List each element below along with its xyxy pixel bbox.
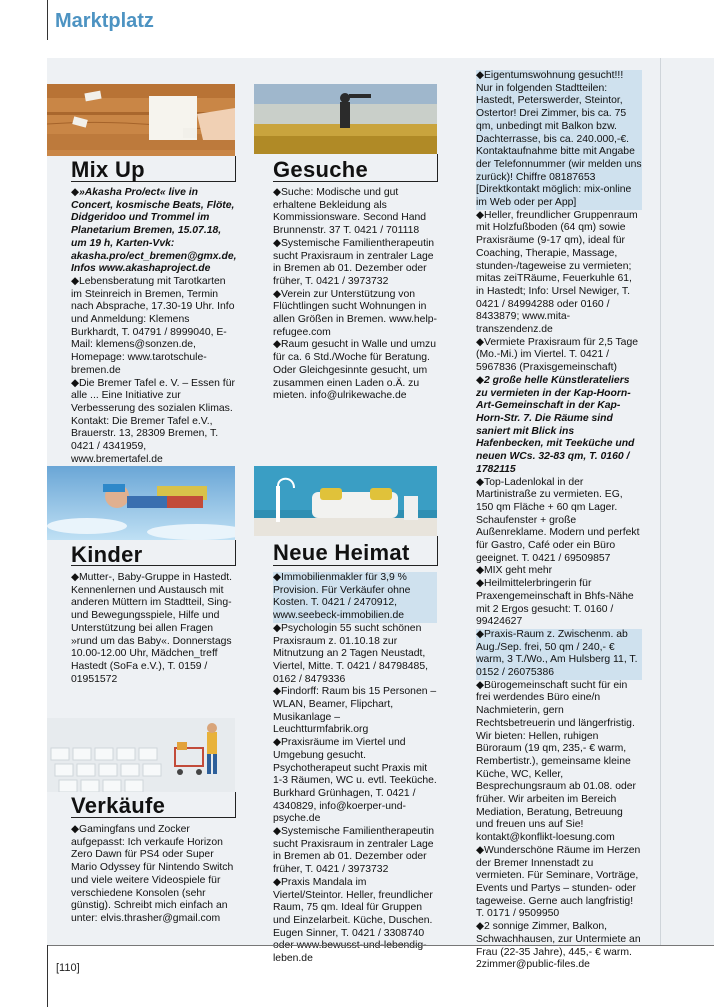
list-item [476, 565, 642, 578]
list-item-text: Heller, freundlicher Gruppenraum mit Holzfußboden (64 qm) sowie Praxisräume (9-17 qm), ideal für Coaching, Therapie, Massage, stunden-/tageweise zu vermieten; mitas zeiTRäume, Feuerkuhle 61, in Hastedt; Info: Ursel Newiger, T. 0421 / 84994288 oder 0160 / 8433879; www.mita-transzendenz.de [476, 209, 638, 336]
kinder-column [71, 572, 235, 686]
list-item [273, 339, 437, 403]
bullet-icon: ◆ [273, 826, 281, 838]
column-rule [660, 58, 661, 945]
gesuche-title-vrule [437, 154, 438, 182]
bullet-icon: ◆ [273, 288, 281, 300]
list-item-text: Praxisräume im Viertel und Umgebung gesucht. Psychotherapeut sucht Praxis mit 1-3 Räumen, WC u. evtl. Teeküche. Burkhard Grünhagen, T. 0421 / 4340829, info@koerper-und-psyche.de [273, 737, 437, 825]
list-item [476, 337, 642, 375]
shopping-cart-keyboard-illustration [47, 718, 235, 792]
bullet-icon: ◆ [71, 572, 79, 583]
bullet-icon: ◆ [476, 209, 484, 221]
bullet-icon: ◆ [273, 622, 281, 634]
bullet-icon: ◆ [273, 737, 281, 749]
footer-rule [47, 945, 48, 1007]
bullet-icon: ◆ [273, 237, 281, 249]
verkaeufe-column [71, 824, 235, 926]
bottom-rule [47, 945, 714, 946]
list-item-text: Praxis-Raum z. Zwischenm. ab Aug./Sep. frei, 50 qm / 240,- € warm, 3 T./Wo., Am Hulsberg 11, T. 0152 / 26075386 [476, 628, 638, 679]
list-item-text: Raum gesucht in Walle und umzu für ca. 6 Std./Woche für Beratung. Oder Gleichgesinnte gesucht, um zusammen einen Laden o.Ä. zu mieten. info@ulrikewache.de [273, 339, 436, 402]
bullet-icon: ◆ [273, 572, 281, 583]
bullet-icon: ◆ [476, 336, 484, 348]
list-item-text: Wunderschöne Räume im Herzen der Bremer Innenstadt zu vermieten. Für Seminare, Vorträge, Events und Partys – stunden- oder tageweise. Gerne auch langfristig! T. 0171 / 9509950 [476, 844, 641, 920]
list-item [71, 572, 235, 686]
neueheimat-title-vrule [437, 536, 438, 566]
flying-child-illustration [47, 466, 235, 540]
list-item [476, 629, 642, 680]
bullet-icon: ◆ [273, 339, 281, 351]
list-item [71, 276, 235, 378]
bullet-icon: ◆ [71, 824, 79, 835]
list-item-text: Vermiete Praxisraum für 2,5 Tage (Mo.-Mi.) im Viertel. T. 0421 / 5967836 (Praxisgemeinschaft) [476, 336, 639, 374]
neueheimat-image [254, 466, 437, 536]
list-item-text: 2 sonnige Zimmer, Balkon, Schwachhausen, zur Untermiete an Frau (22-35 Jahre), 445,- € warm. 2zimmer@public-files.de [476, 921, 641, 971]
list-item-text: Die Bremer Tafel e. V. – Essen für alle ... Eine Initiative zur Verbesserung des sozialen Klimas. Kontakt: Die Bremer Tafel e.V., Brauerstr. 13, 28309 Bremen, T. 0421 / 4341959, www.bremertafel.de [71, 377, 235, 465]
list-item [273, 623, 437, 687]
gesuche-title: Gesuche [273, 157, 369, 182]
list-item [476, 578, 642, 629]
kinder-image [47, 466, 235, 540]
list-item-text: Systemische Familientherapeutin sucht Praxisraum in zentraler Lage in Bremen ab 01. Dezember oder früher, T. 0421 / 3973732 [273, 826, 435, 876]
list-item-text: Top-Ladenlokal in der Martinistraße zu vermieten. EG, 150 qm Fläche + 60 qm Lager. Schaufenster + große Außenreklame. Modern und perfekt für Gastro, Café oder ein Büro geeignet. T. 0421 / 69509857 [476, 476, 640, 564]
list-item-text: Eigentumswohnung gesucht!!! Nur in folgenden Stadtteilen: Hastedt, Peterswerder, Steintor, Ostertor! Drei Zimmer, bis ca. 75 qm, unbedingt mit Balkon bzw. Dachterrasse, bis ca. 240.000,-€. Kontaktaufnahme bitte mit Angabe der Telefonnummer (wir melden uns zurück)! Chiffre 08187653 [Direktkontakt möglich: mix-online im Web oder per App] [476, 70, 642, 209]
page-number: [110] [56, 962, 80, 974]
list-item-text: Suche: Modische und gut erhaltene Bekleidung als Kommissionsware. Second Hand Brunnenstr. 37 T. 0421 / 701118 [273, 187, 427, 237]
list-item-text: Lebensberatung mit Tarotkarten im Steinreich in Bremen, Termin nach Absprache, 17.30-19 Uhr. Info und Anmeldung: Klemens Burkhardt, T. 04791 / 8999040, E-Mail: klemens@sonzen.de, Homepage: www.tarotschule-bremen.de [71, 275, 235, 376]
bullet-icon: ◆ [476, 679, 484, 691]
list-item [71, 187, 235, 276]
list-item [476, 845, 642, 921]
list-item [273, 289, 437, 340]
gesuche-column [273, 187, 437, 403]
list-item [71, 824, 235, 926]
living-room-illustration [254, 466, 437, 536]
list-item-text: MIX geht mehr [484, 565, 553, 577]
verkaeufe-title-vrule [235, 792, 236, 818]
wood-note-illustration [47, 84, 235, 156]
list-item-text: »Akasha Pro/ect« live in Concert, kosmische Beats, Flöte, Didgeridoo und Trommel im Planetarium Bremen, 15.07.18, um 19 h, Karten-Vvk: akasha.pro/ect_bremen@gmx.de, Infos www.akashaproject.de [71, 187, 237, 275]
list-item [476, 921, 642, 972]
bullet-icon: ◆ [476, 921, 484, 933]
list-item-text: 2 große helle Künstlerateliers zu vermieten in der Kap-Hoorn-Art-Gemeinschaft in der Kap-Horn-Str. 7. Die Räume sind saniert mit Blick ins Hafenbecken, mit Teeküche und neuen WCs. 32-83 qm, T. 0160 / 1782115 [476, 374, 635, 475]
list-item [273, 572, 437, 623]
kinder-title-vrule [235, 540, 236, 566]
bullet-icon: ◆ [71, 187, 79, 198]
list-item-text: Mutter-, Baby-Gruppe in Hastedt. Kennenlernen und Austausch mit anderen Müttern im Stadtteil, Sing- und Bewegungsspiele, Hilfe und Unterstützung bei allen Fragen »rund um das Baby«. Donnerstags 10.00-12.00 Uhr, Mädchen_treff Hastedt (SoFa e.V.), T. 0159 / 01951572 [71, 572, 233, 685]
verkaeufe-image [47, 718, 235, 792]
list-item-text: Gamingfans und Zocker aufgepasst: Ich verkaufe Horizon Zero Dawn für PS4 oder Super Mario Odyssey für Nintendo Switch und viele weitere Videospiele für verschiedene Konsolen (sehr günstig). Schreibt mich einfach an unter: elvis.thrasher@gmail.com [71, 824, 234, 924]
list-item [476, 210, 642, 337]
list-item-text: Heilmittelerbringerin für Praxengemeinschaft in Bhfs-Nähe mit 2 Ergos gesucht: T. 0160 / 99424627 [476, 578, 634, 628]
bullet-icon: ◆ [476, 476, 484, 488]
bullet-icon: ◆ [476, 374, 484, 386]
list-item-text: Immobilienmakler für 3,9 % Provision. Für Verkäufer ohne Kosten. T. 0421 / 2470912, www.seebeck-immobilien.de [273, 572, 411, 622]
right-column [476, 70, 642, 972]
bullet-icon: ◆ [476, 578, 484, 590]
list-item [71, 378, 235, 467]
list-item-text: Psychologin 55 sucht schönen Praxisraum z. 01.10.18 zur Mitnutzung an 2 Tagen Neustadt, Viertel, Mitte. T. 0421 / 84798485, 0162 / 8479336 [273, 622, 429, 685]
kinder-title: Kinder [71, 542, 143, 567]
mixup-title-vrule [235, 156, 236, 182]
list-item [476, 477, 642, 566]
neueheimat-column [273, 572, 437, 966]
mixup-image [47, 84, 235, 156]
list-item [273, 737, 437, 826]
list-item [273, 238, 437, 289]
list-item-text: Verein zur Unterstützung von Flüchtlingen sucht Wohnungen in allen Größen in Bremen. www.help-refugee.com [273, 288, 438, 338]
bullet-icon: ◆ [273, 876, 281, 888]
list-item [273, 187, 437, 238]
bullet-icon: ◆ [71, 377, 79, 389]
neueheimat-title: Neue Heimat [273, 540, 410, 565]
page-title: Marktplatz [55, 10, 154, 32]
telescope-field-illustration [254, 84, 437, 154]
list-item-text: Findorff: Raum bis 15 Personen – WLAN, Beamer, Flipchart, Musikanlage – Leuchtturmfabrik.org [273, 686, 437, 736]
list-item [476, 375, 642, 477]
gesuche-image [254, 84, 437, 154]
list-item [476, 70, 642, 210]
bullet-icon: ◆ [273, 187, 281, 198]
list-item [273, 877, 437, 966]
mixup-column [71, 187, 235, 466]
bullet-icon: ◆ [273, 686, 281, 698]
bullet-icon: ◆ [476, 565, 484, 577]
list-item [273, 826, 437, 877]
header-rule [47, 0, 48, 40]
bullet-icon: ◆ [476, 628, 484, 640]
mixup-title: Mix Up [71, 157, 145, 182]
list-item-text: Systemische Familientherapeutin sucht Praxisraum in zentraler Lage in Bremen ab 01. Dezember oder früher, T. 0421 / 3973732 [273, 237, 435, 287]
bullet-icon: ◆ [476, 844, 484, 856]
bullet-icon: ◆ [71, 275, 79, 287]
list-item-text: Praxis Mandala im Viertel/Steintor. Heller, freundlicher Raum, 75 qm. Ideal für Gruppen und Einzelarbeit. Küche, Duschen. Eugen Sinner, T. 0421 / 3308740 leben.de [273, 876, 433, 965]
list-item [273, 686, 437, 737]
list-item [476, 680, 642, 845]
verkaeufe-title: Verkäufe [71, 793, 166, 818]
bullet-icon: ◆ [476, 70, 484, 81]
list-item-text: Bürogemeinschaft sucht für ein frei werdendes Büro eine/n Nachmieterin, gern Rechtsbetreuerin und längerfristig. Wir bieten: Hellen, ruhigen Büroraum (19 qm, 235,- € warm, Rembertistr.), gemeinsame kleine Küche, WC, Keller, Besprechungsraum ab 01.08. oder früher. Wir arbeiten im Bereich Mediation, Beratung, Betreuung und freuen uns auf Sie! kontakt@konflikt-loesung.com [476, 679, 637, 844]
